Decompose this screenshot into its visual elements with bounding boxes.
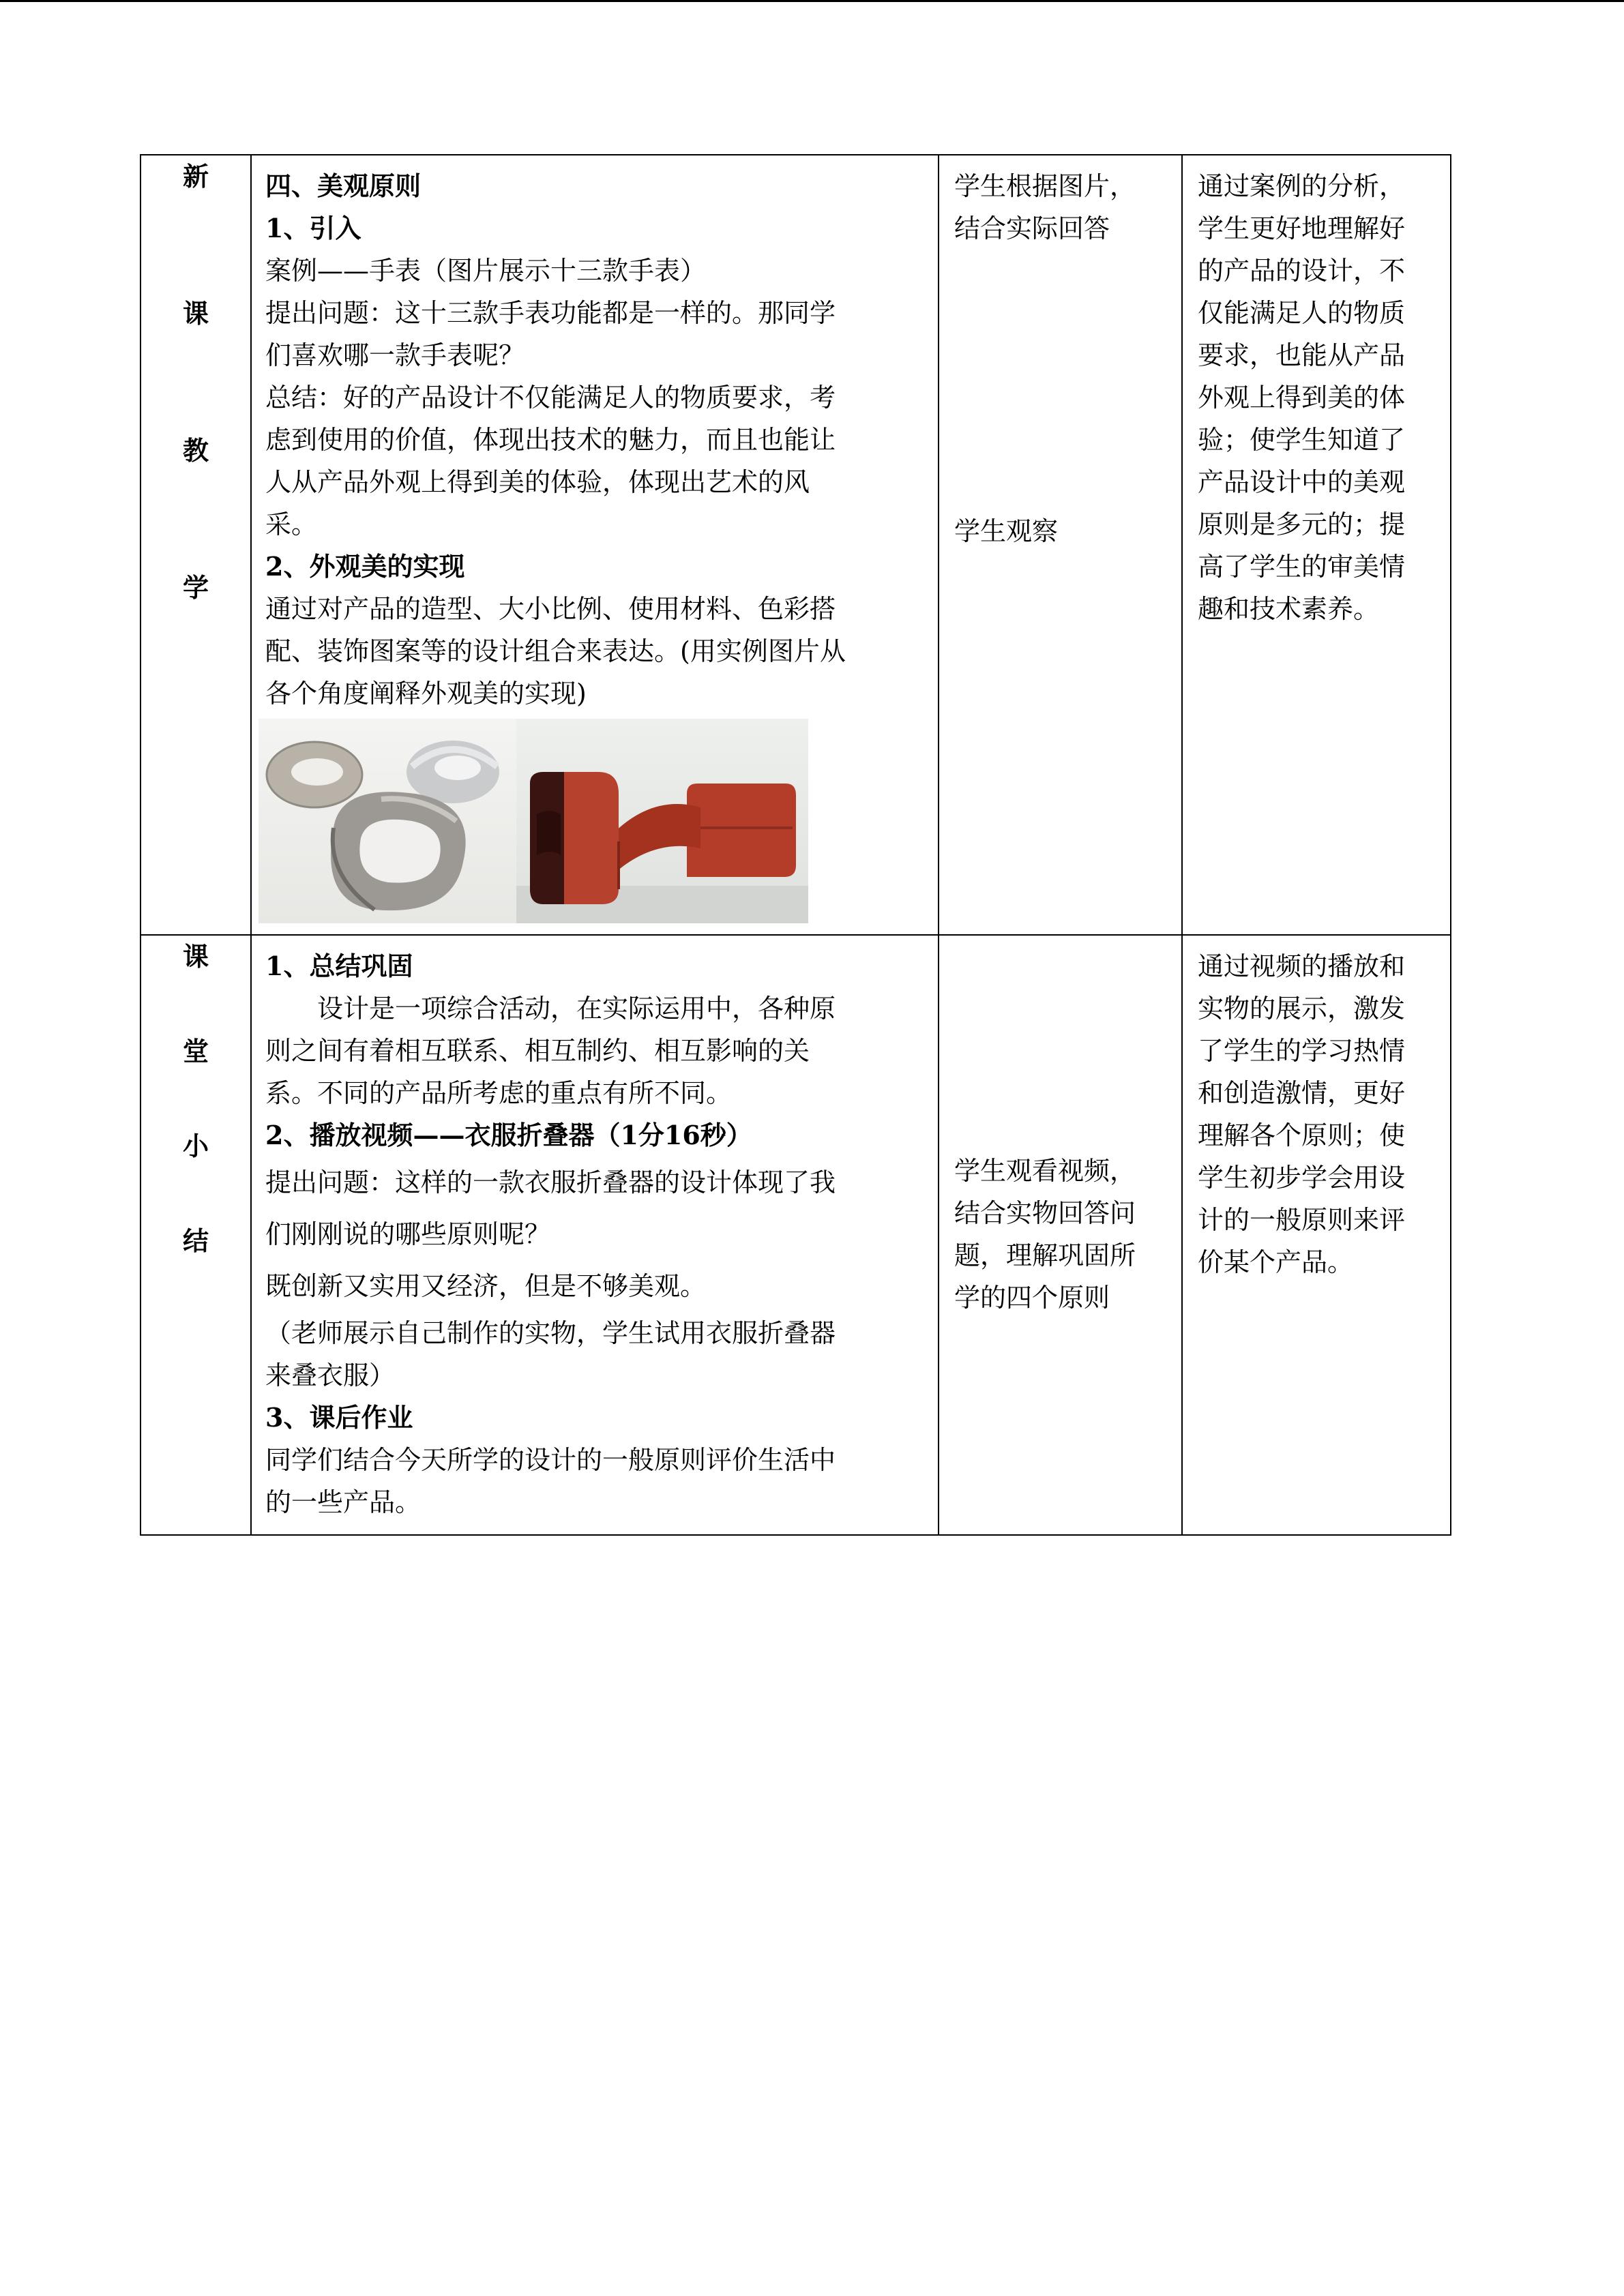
- text-line: 了学生的学习热情: [1198, 1036, 1406, 1066]
- text-line: 实物的展示，激发: [1198, 994, 1406, 1024]
- section-char: 教: [182, 435, 209, 466]
- heading-aesthetic-principle: 四、美观原则: [265, 170, 422, 201]
- section-char: 新: [182, 161, 209, 192]
- section-label-new-lesson: [141, 155, 251, 935]
- text-line: 的一些产品。: [265, 1487, 422, 1517]
- text-line: 通过视频的播放和: [1198, 951, 1406, 981]
- subheading-video: 2、播放视频——衣服折叠器（1分16秒）: [265, 1120, 752, 1150]
- text-line: 通过案例的分析，: [1198, 171, 1406, 201]
- text-line: 同学们结合今天所学的设计的一般原则评价生活中: [265, 1445, 836, 1475]
- text-line: 通过对产品的造型、大小比例、使用材料、色彩搭: [265, 594, 836, 624]
- grey-ring-chairs-photo: [259, 719, 516, 923]
- text-line: 学生更好地理解好: [1198, 213, 1406, 243]
- text-line: 则之间有着相互联系、相互制约、相互影响的关: [265, 1036, 810, 1066]
- text-line: 既创新又实用又经济，但是不够美观。: [265, 1271, 707, 1301]
- text-line: 计的一般原则来评: [1198, 1205, 1406, 1235]
- text-line: 各个角度阐释外观美的实现): [265, 679, 587, 709]
- text-line: 学的四个原则: [954, 1283, 1110, 1313]
- example-photos: [259, 719, 926, 923]
- text-line: 学生初步学会用设: [1198, 1163, 1406, 1193]
- summary-content-cell: [251, 935, 939, 1535]
- text-line: （老师展示自己制作的实物，学生试用衣服折叠器: [265, 1318, 836, 1348]
- text-line: 总结：好的产品设计不仅能满足人的物质要求，考: [265, 383, 836, 413]
- text-line: 结合实际回答: [954, 213, 1110, 243]
- text-line: 价某个产品。: [1198, 1247, 1354, 1277]
- text-line: 趣和技术素养。: [1198, 594, 1380, 624]
- text-line: 仅能满足人的物质: [1198, 298, 1406, 328]
- text-line: 提出问题：这十三款手表功能都是一样的。那同学: [265, 298, 836, 328]
- text-line: 高了学生的审美情: [1198, 552, 1406, 582]
- text-line: 和创造激情，更好: [1198, 1078, 1406, 1108]
- table-row-new-lesson: [141, 155, 1451, 935]
- lesson-plan-table: [140, 154, 1451, 1536]
- section-char: 堂: [182, 1036, 209, 1067]
- text-line: 结合实物回答问: [954, 1198, 1136, 1228]
- student-activity-cell: [939, 935, 1182, 1535]
- text-line: 人从产品外观上得到美的体验，体现出艺术的风: [265, 467, 810, 497]
- text-line: 们喜欢哪一款手表呢？: [265, 340, 525, 370]
- text-line: 们刚刚说的哪些原则呢？: [265, 1219, 551, 1249]
- text-line: 系。不同的产品所考虑的重点有所不同。: [265, 1078, 733, 1108]
- section-char: 学: [182, 572, 209, 603]
- table-row-class-summary: [141, 935, 1451, 1535]
- section-char: 结: [182, 1225, 209, 1256]
- section-char: 课: [182, 298, 209, 329]
- subheading-introduction: 1、引入: [265, 213, 361, 243]
- subheading-summary: 1、总结巩固: [265, 951, 413, 981]
- text-line: 设计是一项综合活动，在实际运用中，各种原: [317, 994, 836, 1024]
- text-line: 采。: [265, 509, 318, 539]
- text-line: 案例——手表（图片展示十三款手表）: [265, 256, 707, 286]
- text-line: 验；使学生知道了: [1198, 425, 1406, 455]
- subheading-homework: 3、课后作业: [265, 1402, 413, 1433]
- text-line: 原则是多元的；提: [1198, 509, 1406, 539]
- text-line: 配、装饰图案等的设计组合来表达。(用实例图片从: [265, 636, 846, 666]
- section-label-class-summary: [141, 935, 251, 1535]
- text-line: 学生观看视频，: [954, 1156, 1136, 1186]
- student-activity-cell: [939, 155, 1182, 935]
- text-line: 学生根据图片，: [954, 171, 1136, 201]
- text-line: 的产品的设计，不: [1198, 256, 1406, 286]
- text-line: 题，理解巩固所: [954, 1240, 1136, 1270]
- text-line: 产品设计中的美观: [1198, 467, 1406, 497]
- subheading-appearance-beauty: 2、外观美的实现: [265, 551, 465, 582]
- page-top-border: [0, 0, 1624, 2]
- text-line: 虑到使用的价值，体现出技术的魅力，而且也能让: [265, 425, 836, 455]
- section-char: 课: [182, 941, 209, 972]
- text-line: 学生观察: [954, 516, 1059, 546]
- red-twist-sofa-photo: [516, 719, 808, 923]
- teaching-content-cell: [251, 155, 939, 935]
- design-intent-cell: [1182, 155, 1451, 935]
- text-line: 提出问题：这样的一款衣服折叠器的设计体现了我: [265, 1167, 836, 1197]
- design-intent-cell: [1182, 935, 1451, 1535]
- text-line: 要求，也能从产品: [1198, 340, 1406, 370]
- text-line: 来叠衣服）: [265, 1360, 396, 1390]
- text-line: 理解各个原则；使: [1198, 1120, 1406, 1150]
- section-char: 小: [182, 1131, 209, 1161]
- text-line: 外观上得到美的体: [1198, 383, 1406, 413]
